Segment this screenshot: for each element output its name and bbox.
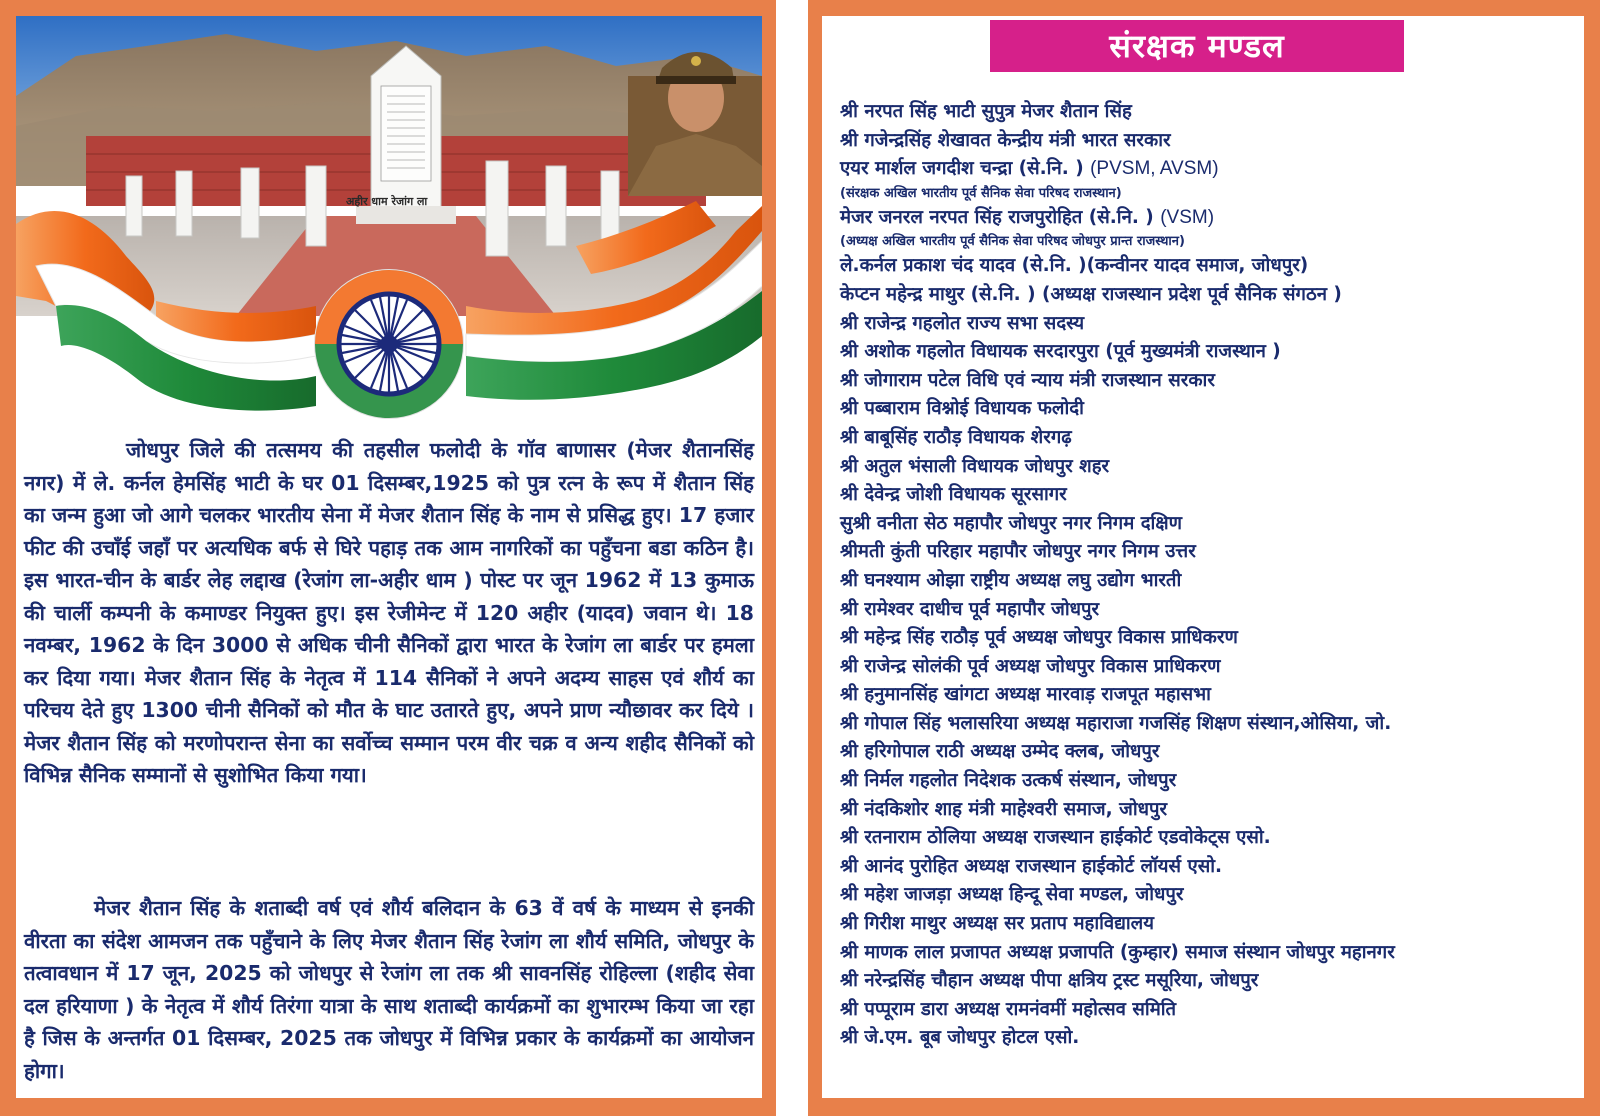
patron-row [840, 910, 1580, 939]
patron-text: श्री घनश्याम ओझा राष्ट्रीय अध्यक्ष लघु उद्योग भारती [840, 569, 1182, 591]
patron-row [840, 424, 1580, 453]
patron-text: श्री हरिगोपाल राठी अध्यक्ष उम्मेद क्लब, जोधपुर [840, 741, 1160, 763]
patron-text: श्री जोगाराम पटेल विधि एवं न्याय मंत्री राजस्थान सरकार [840, 369, 1215, 391]
patron-row [840, 204, 1580, 233]
patron-text: श्री गजेन्द्रसिंह शेखावत केन्द्रीय मंत्री भारत सरकार [840, 129, 1171, 151]
patron-row [840, 939, 1580, 968]
patron-row [840, 538, 1580, 567]
ashoka-chakra-icon [315, 270, 463, 418]
patron-text: श्री हनुमानसिंह खांगटा अध्यक्ष मारवाड़ राजपूत महासभा [840, 684, 1211, 706]
patron-row [840, 510, 1580, 539]
patron-row [840, 1024, 1580, 1053]
patron-text: श्री रतनाराम ठोलिया अध्यक्ष राजस्थान हाईकोर्ट एडवोकेट्स एसो. [840, 827, 1271, 849]
patron-text: श्री पप्पूराम डारा अध्यक्ष रामनंवमीं महोत्सव समिति [840, 998, 1177, 1020]
patron-text: श्री महेन्द्र सिंह राठौड़ पूर्व अध्यक्ष जोधपुर विकास प्राधिकरण [840, 627, 1238, 649]
panel-divider [776, 0, 808, 1116]
patron-list [840, 98, 1580, 1053]
memorial-caption: अहीर धाम रेजांग ला [346, 195, 428, 208]
memorial-illustration [16, 16, 762, 421]
patron-row [840, 281, 1580, 310]
patron-honours: (PVSM, AVSM) [1090, 158, 1219, 180]
banner-image [16, 16, 762, 421]
patron-text: (संरक्षक अखिल भारतीय पूर्व सैनिक सेवा परिषद राजस्थान) [840, 185, 1122, 201]
patron-text: श्री निर्मल गहलोत निदेशक उत्कर्ष संस्थान, जोधपुर [840, 770, 1177, 792]
patron-text: श्री आनंद पुरोहित अध्यक्ष राजस्थान हाईकोर्ट लॉयर्स एसो. [840, 855, 1223, 877]
patron-row [840, 996, 1580, 1025]
patron-row [840, 967, 1580, 996]
patron-row [840, 767, 1580, 796]
right-page [822, 16, 1584, 1098]
patron-text: श्री जे.एम. बूब जोधपुर होटल एसो. [840, 1027, 1080, 1049]
patron-text: श्री अतुल भंसाली विधायक जोधपुर शहर [840, 455, 1110, 477]
patron-row [840, 395, 1580, 424]
patron-honours: (VSM) [1160, 206, 1215, 228]
patron-text: श्री गिरीश माथुर अध्यक्ष सर प्रताप महाविद्यालय [840, 913, 1154, 935]
patron-subtitle [840, 184, 1580, 204]
patron-text: श्री बाबूसिंह राठौड़ विधायक शेरगढ़ [840, 426, 1072, 448]
patron-text: श्री माणक लाल प्रजापत अध्यक्ष प्रजापति (कुम्हार) समाज संस्थान जोधपुर महानगर [840, 941, 1395, 963]
patron-row [840, 681, 1580, 710]
patron-subtitle [840, 232, 1580, 252]
patron-text: श्री नंदकिशोर शाह मंत्री माहेश्वरी समाज, जोधपुर [840, 798, 1168, 820]
patron-text: सुश्री वनीता सेठ महापौर जोधपुर नगर निगम दक्षिण [840, 512, 1182, 534]
patron-row [840, 310, 1580, 339]
patron-text: श्रीमती कुंती परिहार महापौर जोधपुर नगर निगम उत्तर [840, 541, 1196, 563]
patron-text: केप्टन महेन्द्र माथुर (से.नि. ) (अध्यक्ष राजस्थान प्रदेश पूर्व सैनिक संगठन ) [840, 283, 1342, 305]
patron-row [840, 567, 1580, 596]
patron-text: श्री राजेन्द्र सोलंकी पूर्व अध्यक्ष जोधपुर विकास प्राधिकरण [840, 655, 1221, 677]
patron-row [840, 653, 1580, 682]
patron-row [840, 596, 1580, 625]
patron-row [840, 98, 1580, 127]
patron-text: श्री राजेन्द्र गहलोत राज्य सभा सदस्य [840, 312, 1085, 334]
patron-row [840, 796, 1580, 825]
patron-row [840, 738, 1580, 767]
biography-paragraph: जोधपुर जिले की तत्समय की तहसील फलोदी के गॉव बाणासर (मेजर शैतानसिंह नगर) में ले. कर्नल हेमसिंह भाटी के घर 01 दिसम्बर,1925 को पुत्र रत्न के रूप में शैतान सिंह का जन्म हुआ जो आगे चलकर भारतीय सेना में मेजर शैतान सिंह के नाम से प्रसिद्ध हुए। 17 हजार फीट की उचाँई जहाँ पर अत्यधिक बर्फ से घिरे पहाड़ तक आम नागरिकों का पहुँचना बडा कठिन है। इस भारत-चीन के बार्डर लेह लद्दाख (रेजांग ला-अहीर धाम ) पोस्ट पर जून 1962 में 13 कुमाऊ की चार्ली कम्पनी के कमाण्डर नियुक्त हुए। इस रेजीमेन्ट में 120 अहीर (यादव) जवान थे। 18 नवम्बर, 1962 के दिन 3000 से अधिक चीनी सैनिकों द्वारा भारत के रेजांग ला बार्डर पर हमला कर दिया गया। मेजर शैतान सिंह के नेतृत्व में 114 सैनिकों ने अपने अदम्य साहस एवं शौर्य का परिचय देते हुए 1300 चीनी सैनिकों को मौत के घाट उतारते हुए, अपने प्राण न्यौछावर कर दिये । मेजर शैतान सिंह को मरणोपरान्त सेना का सर्वोच्च सम्मान परम वीर चक्र व अन्य शहीद सैनिकों को विभिन्न सैनिक सम्मानों से सुशोभित किया गया। [24, 438, 754, 787]
patron-text: श्री रामेश्वर दाधीच पूर्व महापौर जोधपुर [840, 598, 1100, 620]
patron-row [840, 881, 1580, 910]
patron-text: श्री नरेन्द्रसिंह चौहान अध्यक्ष पीपा क्षत्रिय ट्रस्ट मसूरिया, जोधपुर [840, 970, 1259, 992]
patron-row [840, 824, 1580, 853]
patron-row [840, 155, 1580, 184]
patron-text: एयर मार्शल जगदीश चन्द्रा (से.नि. ) [840, 158, 1091, 180]
patron-text: श्री महेश जाजड़ा अध्यक्ष हिन्दू सेवा मण्डल, जोधपुर [840, 884, 1184, 906]
patron-row [840, 710, 1580, 739]
patron-row [840, 453, 1580, 482]
patron-row [840, 127, 1580, 156]
patron-row [840, 338, 1580, 367]
patron-row [840, 624, 1580, 653]
patron-row [840, 853, 1580, 882]
patron-text: श्री नरपत सिंह भाटी सुपुत्र मेजर शैतान सिंह [840, 101, 1132, 122]
patron-text: श्री देवेन्द्र जोशी विधायक सूरसागर [840, 484, 1067, 506]
patron-text: श्री अशोक गहलोत विधायक सरदारपुरा (पूर्व मुख्यमंत्री राजस्थान ) [840, 341, 1281, 363]
patron-text: ले.कर्नल प्रकाश चंद यादव (से.नि. )(कन्वीनर यादव समाज, जोधपुर) [840, 255, 1309, 277]
patron-text: श्री गोपाल सिंह भलासरिया अध्यक्ष महाराजा गजसिंह शिक्षण संस्थान,ओसिया, जो. [840, 712, 1392, 734]
patron-text: (अध्यक्ष अखिल भारतीय पूर्व सैनिक सेवा परिषद जोधपुर प्रान्त राजस्थान) [840, 234, 1185, 250]
left-page [16, 16, 762, 1098]
patron-row [840, 252, 1580, 281]
patron-text: मेजर जनरल नरपत सिंह राजपुरोहित (से.नि. ) [840, 206, 1161, 228]
patron-row [840, 481, 1580, 510]
patron-text: श्री पब्बाराम विश्नोई विधायक फलोदी [840, 398, 1084, 420]
patron-row [840, 367, 1580, 396]
patron-committee-title: संरक्षक मण्डल [990, 20, 1404, 72]
centenary-paragraph: मेजर शैतान सिंह के शताब्दी वर्ष एवं शौर्य बलिदान के 63 वें वर्ष के माध्यम से इनकी वीरता का संदेश आमजन तक पहुँचाने के लिए मेजर शैतान सिंह रेजांग ला शौर्य समिति, जोधपुर के तत्वावधान में 17 जून, 2025 को जोधपुर से रेजांग ला तक श्री सावनसिंह रोहिल्ला (शहीद सेवा दल हरियाणा ) के नेतृत्व में शौर्य तिरंगा यात्रा के साथ शताब्दी कार्यक्रमों का शुभारम्भ किया जा रहा है जिस के अन्तर्गत 01 दिसम्बर, 2025 तक जोधपुर में विभिन्न प्रकार के कार्यक्रमों का आयोजन होगा। [24, 896, 754, 1083]
